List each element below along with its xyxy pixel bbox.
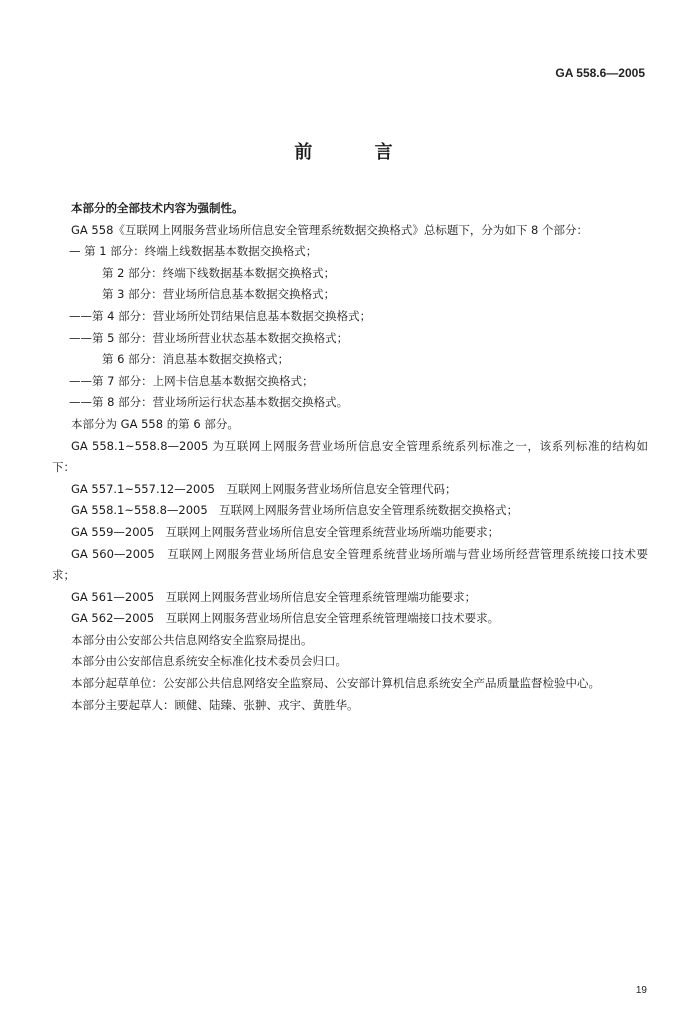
drafters: 本部分主要起草人：顾健、陆臻、张翀、戎宇、黄胜华。: [71, 697, 359, 712]
part-item: — 第 1 部分：终端上线数据基本数据交换格式；: [69, 244, 318, 259]
document-body: [52, 198, 648, 716]
part-item: 第 6 部分：消息基本数据交换格式；: [102, 352, 290, 367]
series-item: GA 562—2005 互联网上网服务营业场所信息安全管理系统管理端接口技术要求。: [71, 611, 500, 626]
series-item: GA 558.1~558.8—2005 互联网上网服务营业场所信息安全管理系统数据交换格式；: [71, 503, 519, 518]
part-item: ——第 4 部分：营业场所处罚结果信息基本数据交换格式；: [69, 308, 372, 323]
series-item: GA 557.1~557.12—2005 互联网上网服务营业场所信息安全管理代码；: [71, 481, 457, 496]
part-item: ——第 8 部分：营业场所运行状态基本数据交换格式。: [69, 395, 349, 410]
part-item: 第 3 部分：营业场所信息基本数据交换格式；: [102, 287, 336, 302]
this-part-statement: 本部分为 GA 558 的第 6 部分。: [71, 416, 239, 431]
part-item: 第 2 部分：终端下线数据基本数据交换格式；: [102, 265, 336, 280]
standard-code: GA 558.6—2005: [555, 66, 645, 80]
page-title: 前 言: [294, 142, 421, 163]
intro-paragraph: GA 558《互联网上网服务营业场所信息安全管理系统数据交换格式》总标题下，分为如下 8 个部分：: [71, 222, 589, 237]
series-item: GA 559—2005 互联网上网服务营业场所信息安全管理系统营业场所端功能要求；: [71, 524, 500, 539]
managed-by: 本部分由公安部信息系统安全标准化技术委员会归口。: [71, 654, 347, 669]
mandatory-statement: 本部分的全部技术内容为强制性。: [71, 201, 244, 215]
series-item: GA 561—2005 互联网上网服务营业场所信息安全管理系统管理端功能要求；: [71, 589, 477, 604]
proposed-by: 本部分由公安部公共信息网络安全监察局提出。: [71, 632, 313, 647]
series-intro: GA 558.1~558.8—2005 为互联网上网服务营业场所信息安全管理系统系列标准之一，该系列标准的结构如下：: [52, 438, 648, 475]
page-number: 19: [635, 985, 647, 996]
series-item: GA 560—2005 互联网上网服务营业场所信息安全管理系统营业场所端与营业场所经营管理系统接口技术要求；: [52, 546, 648, 583]
drafting-units: 本部分起草单位：公安部公共信息网络安全监察局、公安部计算机信息系统安全产品质量监督检验中心。: [71, 676, 600, 691]
part-item: ——第 5 部分：营业场所营业状态基本数据交换格式；: [69, 330, 349, 345]
part-item: ——第 7 部分：上网卡信息基本数据交换格式；: [69, 373, 314, 388]
